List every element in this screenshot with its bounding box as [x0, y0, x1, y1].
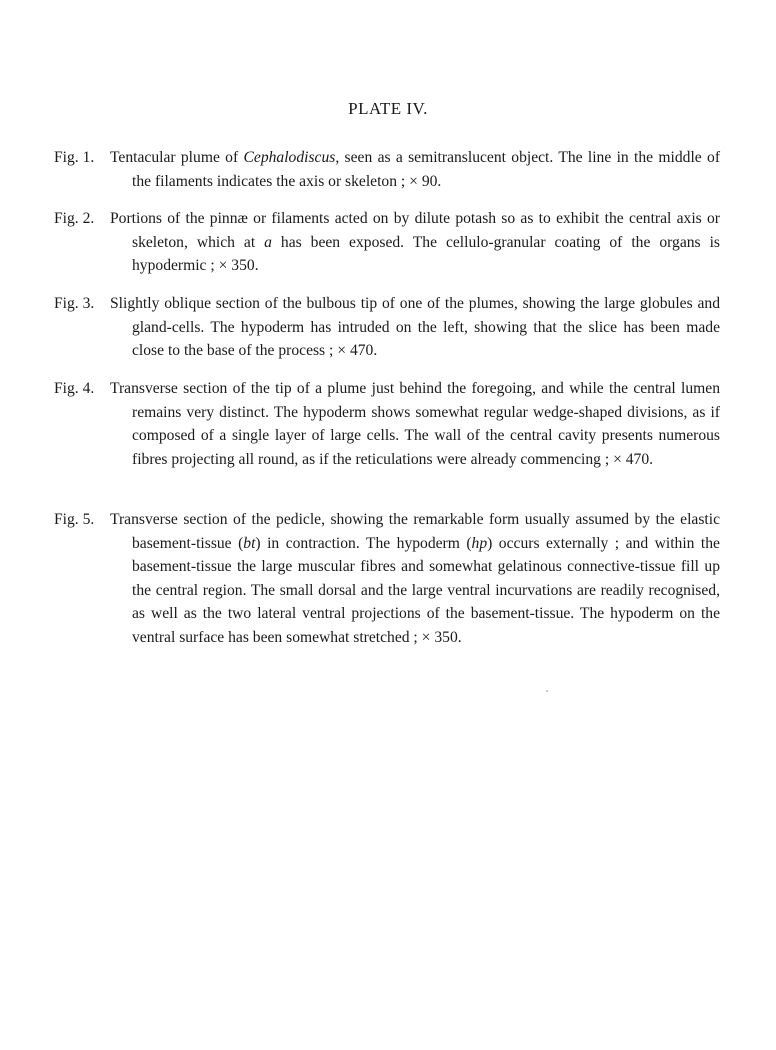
figure-label: Fig. 4.: [54, 380, 95, 397]
abbreviation: bt: [243, 534, 256, 552]
figure-label: Fig. 3.: [54, 295, 95, 312]
reference-letter: a: [264, 233, 272, 251]
figure-caption-4: Fig. 4. Transverse section of the tip of a plume just behind the foregoing, and while the central lumen remains very distinct. The hypoderm shows somewhat regular wedge-shaped divisions, as if composed of a single layer of large cells. The wall of the central cavity presents numerous fibres projecting all round, as if the reticulations were already commencing ; × 470.: [54, 377, 720, 471]
figure-caption-5: Fig. 5. Transverse section of the pedicle, showing the remarkable form usually assumed by the elastic basement-tissue (bt) in contraction. The hypoderm (hp) occurs externally ; and within the basement-tissue the large muscular fibres and somewhat gelatinous connective-tissue fill up the central region. The small dorsal and the large ventral incurvations are readily recognised, as well as the two lateral ventral projections of the basement-tissue. The hypoderm on the ventral surface has been somewhat stretched ; × 350.: [54, 508, 720, 649]
figure-caption-1: Fig. 1. Tentacular plume of Cephalodiscus, seen as a semitranslucent object. The line in the middle of the filaments indicates the axis or skeleton ; × 90.: [54, 146, 720, 193]
abbreviation: hp: [471, 534, 488, 552]
taxon-name: Cephalodiscus: [243, 149, 336, 166]
figure-caption-3: Fig. 3. Slightly oblique section of the bulbous tip of one of the plumes, showing the large globules and gland-cells. The hypoderm has intruded on the left, showing that the slice has been made close to the base of the process ; × 470.: [54, 292, 720, 363]
plate-title: PLATE IV.: [348, 99, 428, 118]
figure-label: Fig. 1.: [54, 149, 95, 166]
figure-label: Fig. 2.: [54, 210, 95, 227]
figure-caption-2: Fig. 2. Portions of the pinnæ or filaments acted on by dilute potash so as to exhibit the central axis or skeleton, which at a has been exposed. The cellulo-granular coating of the organs is hypodermic ; × 350.: [54, 207, 720, 278]
print-speck: [546, 690, 548, 692]
figure-label: Fig. 5.: [54, 511, 95, 528]
